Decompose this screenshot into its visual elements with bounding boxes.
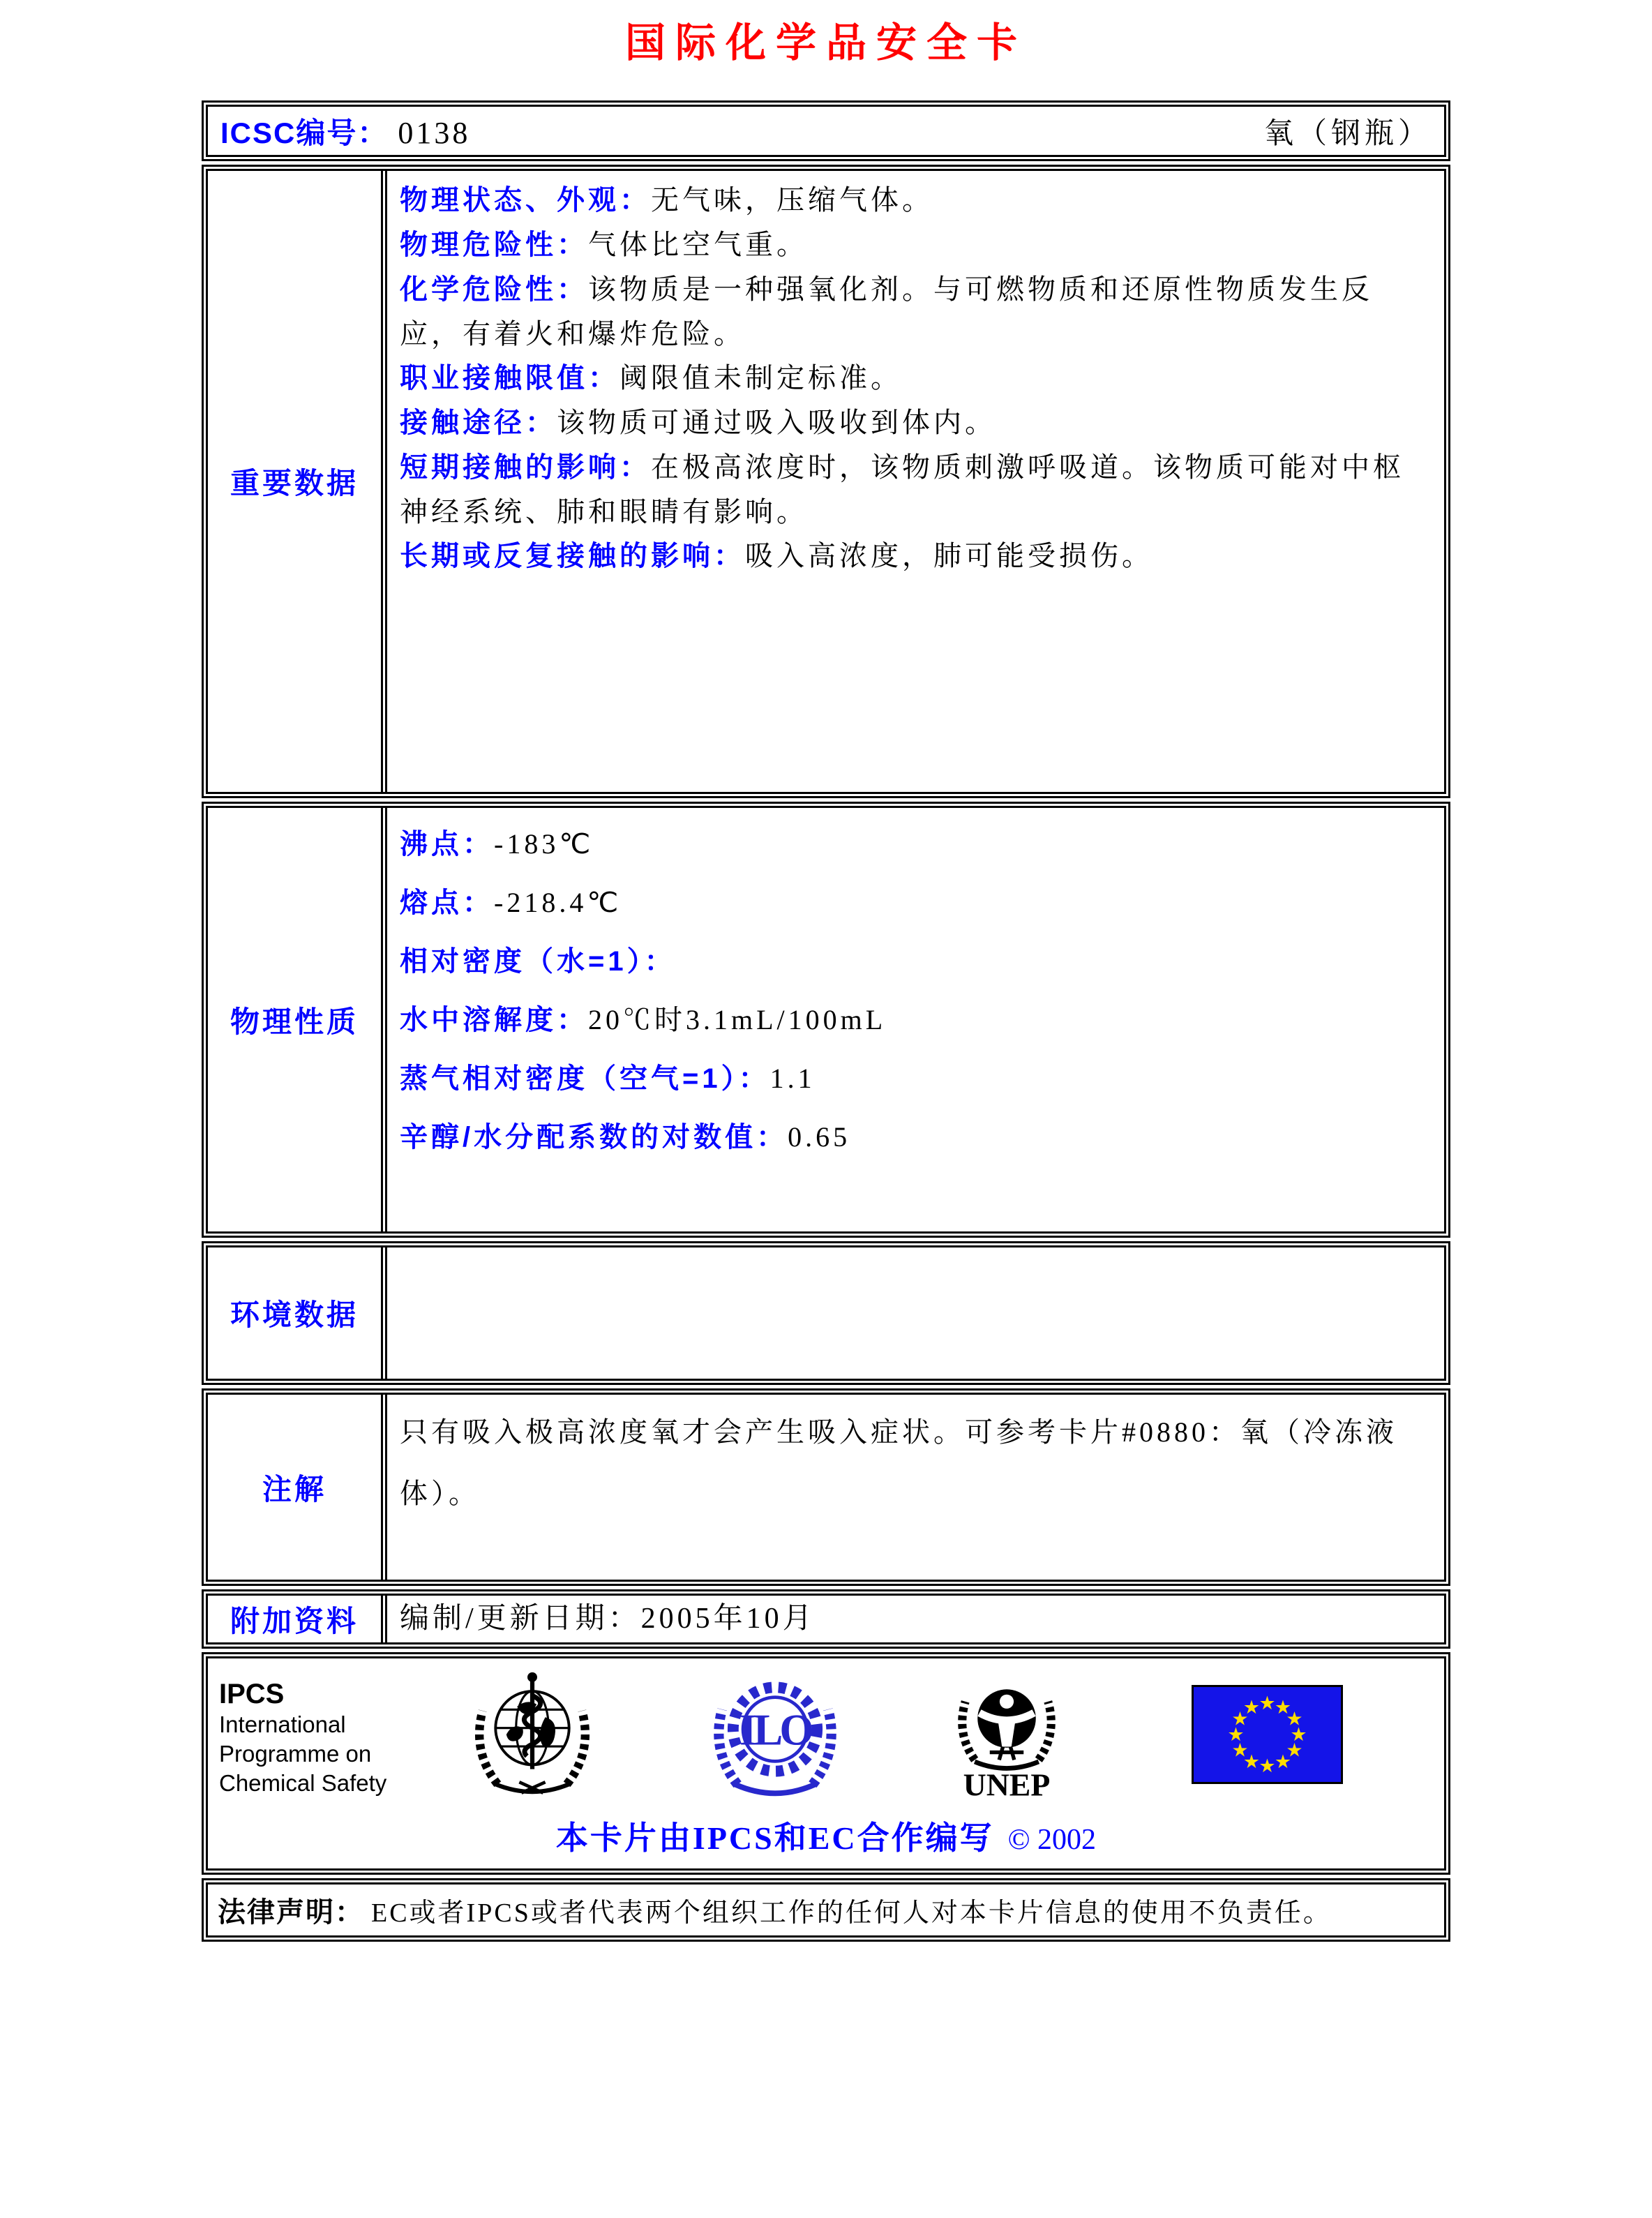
- caption-year: © 2002: [1007, 1824, 1097, 1856]
- svg-text:★: ★: [1242, 1697, 1261, 1719]
- physical-properties-content: [387, 808, 1444, 1231]
- environmental-data-content: [387, 1247, 1444, 1379]
- environmental-data-label-cell: [208, 1247, 387, 1379]
- who-icon: [467, 1670, 597, 1803]
- substance-name: 氧（钢瓶）: [1263, 117, 1432, 150]
- section-important-data: [202, 165, 1450, 798]
- physical-item: 沸点：-183℃: [400, 828, 594, 860]
- svg-text:★: ★: [1231, 1708, 1249, 1730]
- unep-wordmark: UNEP: [963, 1767, 1051, 1803]
- cooperation-caption: [208, 1813, 1444, 1859]
- additional-info-label: 附加资料: [230, 1604, 359, 1638]
- important-item: 物理危险性：气体比空气重。: [400, 229, 808, 260]
- svg-text:★: ★: [1242, 1751, 1261, 1774]
- additional-info-content: [387, 1596, 1444, 1642]
- svg-text:★: ★: [1290, 1724, 1307, 1746]
- important-item: 长期或反复接触的影响：吸入高浓度，肺可能受损伤。: [400, 540, 1153, 571]
- important-data-content: [387, 171, 1444, 792]
- eu-flag-icon: [1192, 1685, 1343, 1788]
- update-date-text: 编制/更新日期：2005年10月: [400, 1603, 816, 1635]
- legal-notice-label: 法律声明：: [218, 1897, 364, 1928]
- important-item: 短期接触的影响：在极高浓度时，该物质刺激呼吸道。该物质可能对中枢神经系统、肺和眼睛有影响。: [400, 451, 1404, 527]
- physical-item: 熔点：-218.4℃: [400, 887, 622, 918]
- icsc-number-value: 0138: [398, 115, 471, 150]
- section-additional-info: [202, 1589, 1450, 1649]
- physical-properties-label-cell: [208, 808, 387, 1231]
- physical-item: 水中溶解度：20℃时3.1mL/100mL: [400, 1004, 887, 1035]
- notes-content: [387, 1395, 1444, 1580]
- section-environmental-data: [202, 1241, 1450, 1385]
- section-logos: [202, 1652, 1450, 1875]
- physical-properties-label: 物理性质: [230, 1005, 359, 1038]
- svg-text:★: ★: [1259, 1693, 1276, 1715]
- important-item: 化学危险性：该物质是一种强氧化剂。与可燃物质和还原性物质发生反应，有着火和爆炸危险。: [400, 273, 1373, 350]
- ipcs-acronym: IPCS: [219, 1679, 285, 1709]
- important-item: 接触途径：该物质可通过吸入吸收到体内。: [400, 407, 996, 438]
- page-title: 国际化学品安全卡: [624, 20, 1027, 66]
- icsc-header-row: [202, 100, 1450, 161]
- svg-text:★: ★: [1231, 1739, 1249, 1762]
- section-legal-notice: [202, 1878, 1450, 1942]
- additional-info-label-cell: [208, 1596, 387, 1642]
- important-item: 物理状态、外观：无气味，压缩气体。: [400, 184, 933, 216]
- ilo-icon: [709, 1670, 841, 1806]
- logo-row: [208, 1658, 1444, 1808]
- ipcs-text-block: [219, 1670, 393, 1798]
- svg-text:★: ★: [1227, 1724, 1245, 1746]
- legal-notice-text: EC或者IPCS或者代表两个组织工作的任何人对本卡片信息的使用不负责任。: [371, 1898, 1332, 1928]
- section-notes: [202, 1388, 1450, 1586]
- ipcs-line: International: [219, 1711, 346, 1737]
- icsc-number-label: ICSC编号：: [220, 116, 389, 149]
- svg-text:★: ★: [1274, 1751, 1292, 1774]
- physical-item: 辛醇/水分配系数的对数值：0.65: [400, 1121, 851, 1153]
- physical-item: 蒸气相对密度（空气=1）：1.1: [400, 1063, 816, 1094]
- svg-text:★: ★: [1274, 1697, 1292, 1719]
- important-data-label-cell: [208, 171, 387, 792]
- important-data-label: 重要数据: [230, 467, 359, 500]
- ipcs-line: Programme on: [219, 1741, 372, 1767]
- icsc-number-group: [220, 110, 470, 152]
- environmental-data-label: 环境数据: [230, 1298, 359, 1331]
- ilo-monogram: ILO: [739, 1705, 811, 1755]
- important-item: 职业接触限值：阈限值未制定标准。: [400, 362, 902, 394]
- unep-icon: [950, 1670, 1063, 1808]
- notes-text: 只有吸入极高浓度氧才会产生吸入症状。可参考卡片#0880：氧（冷冻液体）。: [400, 1416, 1397, 1509]
- notes-label-cell: [208, 1395, 387, 1580]
- notes-label: 注解: [262, 1472, 326, 1506]
- physical-item: 相对密度（水=1）：: [400, 946, 676, 977]
- ipcs-line: Chemical Safety: [219, 1770, 387, 1796]
- svg-text:★: ★: [1286, 1739, 1303, 1762]
- svg-text:★: ★: [1286, 1708, 1303, 1730]
- svg-text:★: ★: [1259, 1755, 1276, 1778]
- caption-text: 本卡片由IPCS和EC合作编写: [555, 1820, 994, 1856]
- section-physical-properties: [202, 802, 1450, 1238]
- icsc-card: [202, 100, 1450, 1942]
